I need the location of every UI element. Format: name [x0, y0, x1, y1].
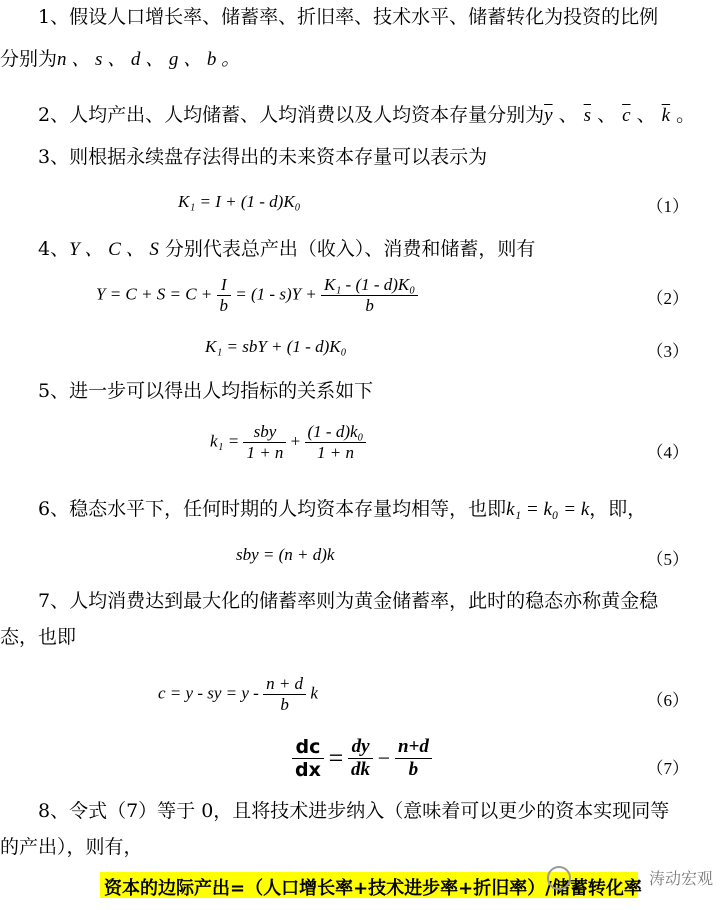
watermark: 涛动宏观 [648, 869, 713, 888]
para-7-line-2: 态，也即 [0, 626, 77, 648]
var-k-bar: $\overline{k}$ [661, 105, 671, 126]
equation-5-number: （5） [646, 550, 689, 569]
equation-7: $\frac{dc}{dx}$ = $\frac{dy}{dk}$ − $\frac{n+d}{b}$ [292, 736, 432, 781]
equation-4-number: （4） [646, 443, 689, 462]
para-4: 4、Y 、 C 、 S 分别代表总产出（收入）、消费和储蓄，则有 [38, 238, 536, 260]
highlight-conclusion: 资本的边际产出=（人口增长率+技术进步率+折旧率）/储蓄转化率 [104, 878, 642, 899]
equation-6: c = y - sy = y - $\frac{n + d}{b}$ k [158, 674, 318, 714]
equation-7-number: （7） [646, 759, 689, 778]
var-y-bar: $\overline{y}$ [544, 105, 553, 126]
para-8-line-1: 8、令式（7）等于 0，且将技术进步纳入（意味着可以更少的资本实现同等 [38, 800, 670, 822]
equation-1-number: （1） [646, 197, 689, 216]
para-5: 5、进一步可以得出人均指标的关系如下 [38, 380, 374, 402]
para-4-variables: Y 、 C 、 S [69, 239, 159, 260]
wechat-icon [547, 866, 571, 890]
var-s-bar: $\overline{s}$ [583, 105, 592, 126]
equation-3: K₁ = sbY + (1 - d)K₀ [205, 337, 347, 356]
para-6: 6、稳态水平下，任何时期的人均资本存量均相等，也即k₁ = k₀ = k，即， [38, 498, 647, 520]
para-6-math: k₁ = k₀ = k [506, 499, 590, 520]
equation-3-number: （3） [646, 342, 689, 361]
para-8-line-2: 的产出），则有， [0, 836, 143, 858]
var-c-bar: $\overline{c}$ [622, 105, 631, 126]
equation-2-number: （2） [646, 289, 689, 308]
para-1-line-2 [0, 48, 240, 71]
equation-4: k₁ = $\frac{\text{sby}}{1 + n}$ + $\frac{\text{(1 - d)k₀}}{1 + n}$ [210, 422, 366, 463]
para-2-text: 2、人均产出、人均储蓄、人均消费以及人均资本存量分别为 [38, 104, 545, 126]
para-1-line-1: 1、假设人口增长率、储蓄率、折旧率、技术水平、储蓄转化为投资的比例 [38, 6, 659, 28]
para-1-prefix: 分别为 [0, 48, 58, 70]
equation-1: K₁ = I + (1 - d)K₀ [178, 192, 301, 211]
para-2: 2、人均产出、人均储蓄、人均消费以及人均资本存量分别为$\overline{y}$ 、 $\overline{s}$ 、 $\overline{c}$ 、 $\overline{k}$ 。 [38, 104, 696, 126]
equation-2: Y = C + S = C + $\frac{I}{b}$ = (1 - s)Y + $\frac{\text{K₁ - (1 - d)K₀}}{b}$ [96, 275, 418, 316]
equation-5: sby = (n + d)k [236, 545, 335, 564]
equation-6-number: （6） [646, 691, 689, 710]
para-7-line-1: 7、人均消费达到最大化的储蓄率则为黄金储蓄率，此时的稳态亦称黄金稳 [38, 590, 659, 612]
para-3: 3、则根据永续盘存法得出的未来资本存量可以表示为 [38, 146, 488, 168]
para-1-variables: n 、 s 、 d 、 g 、 b 。 [57, 49, 241, 70]
